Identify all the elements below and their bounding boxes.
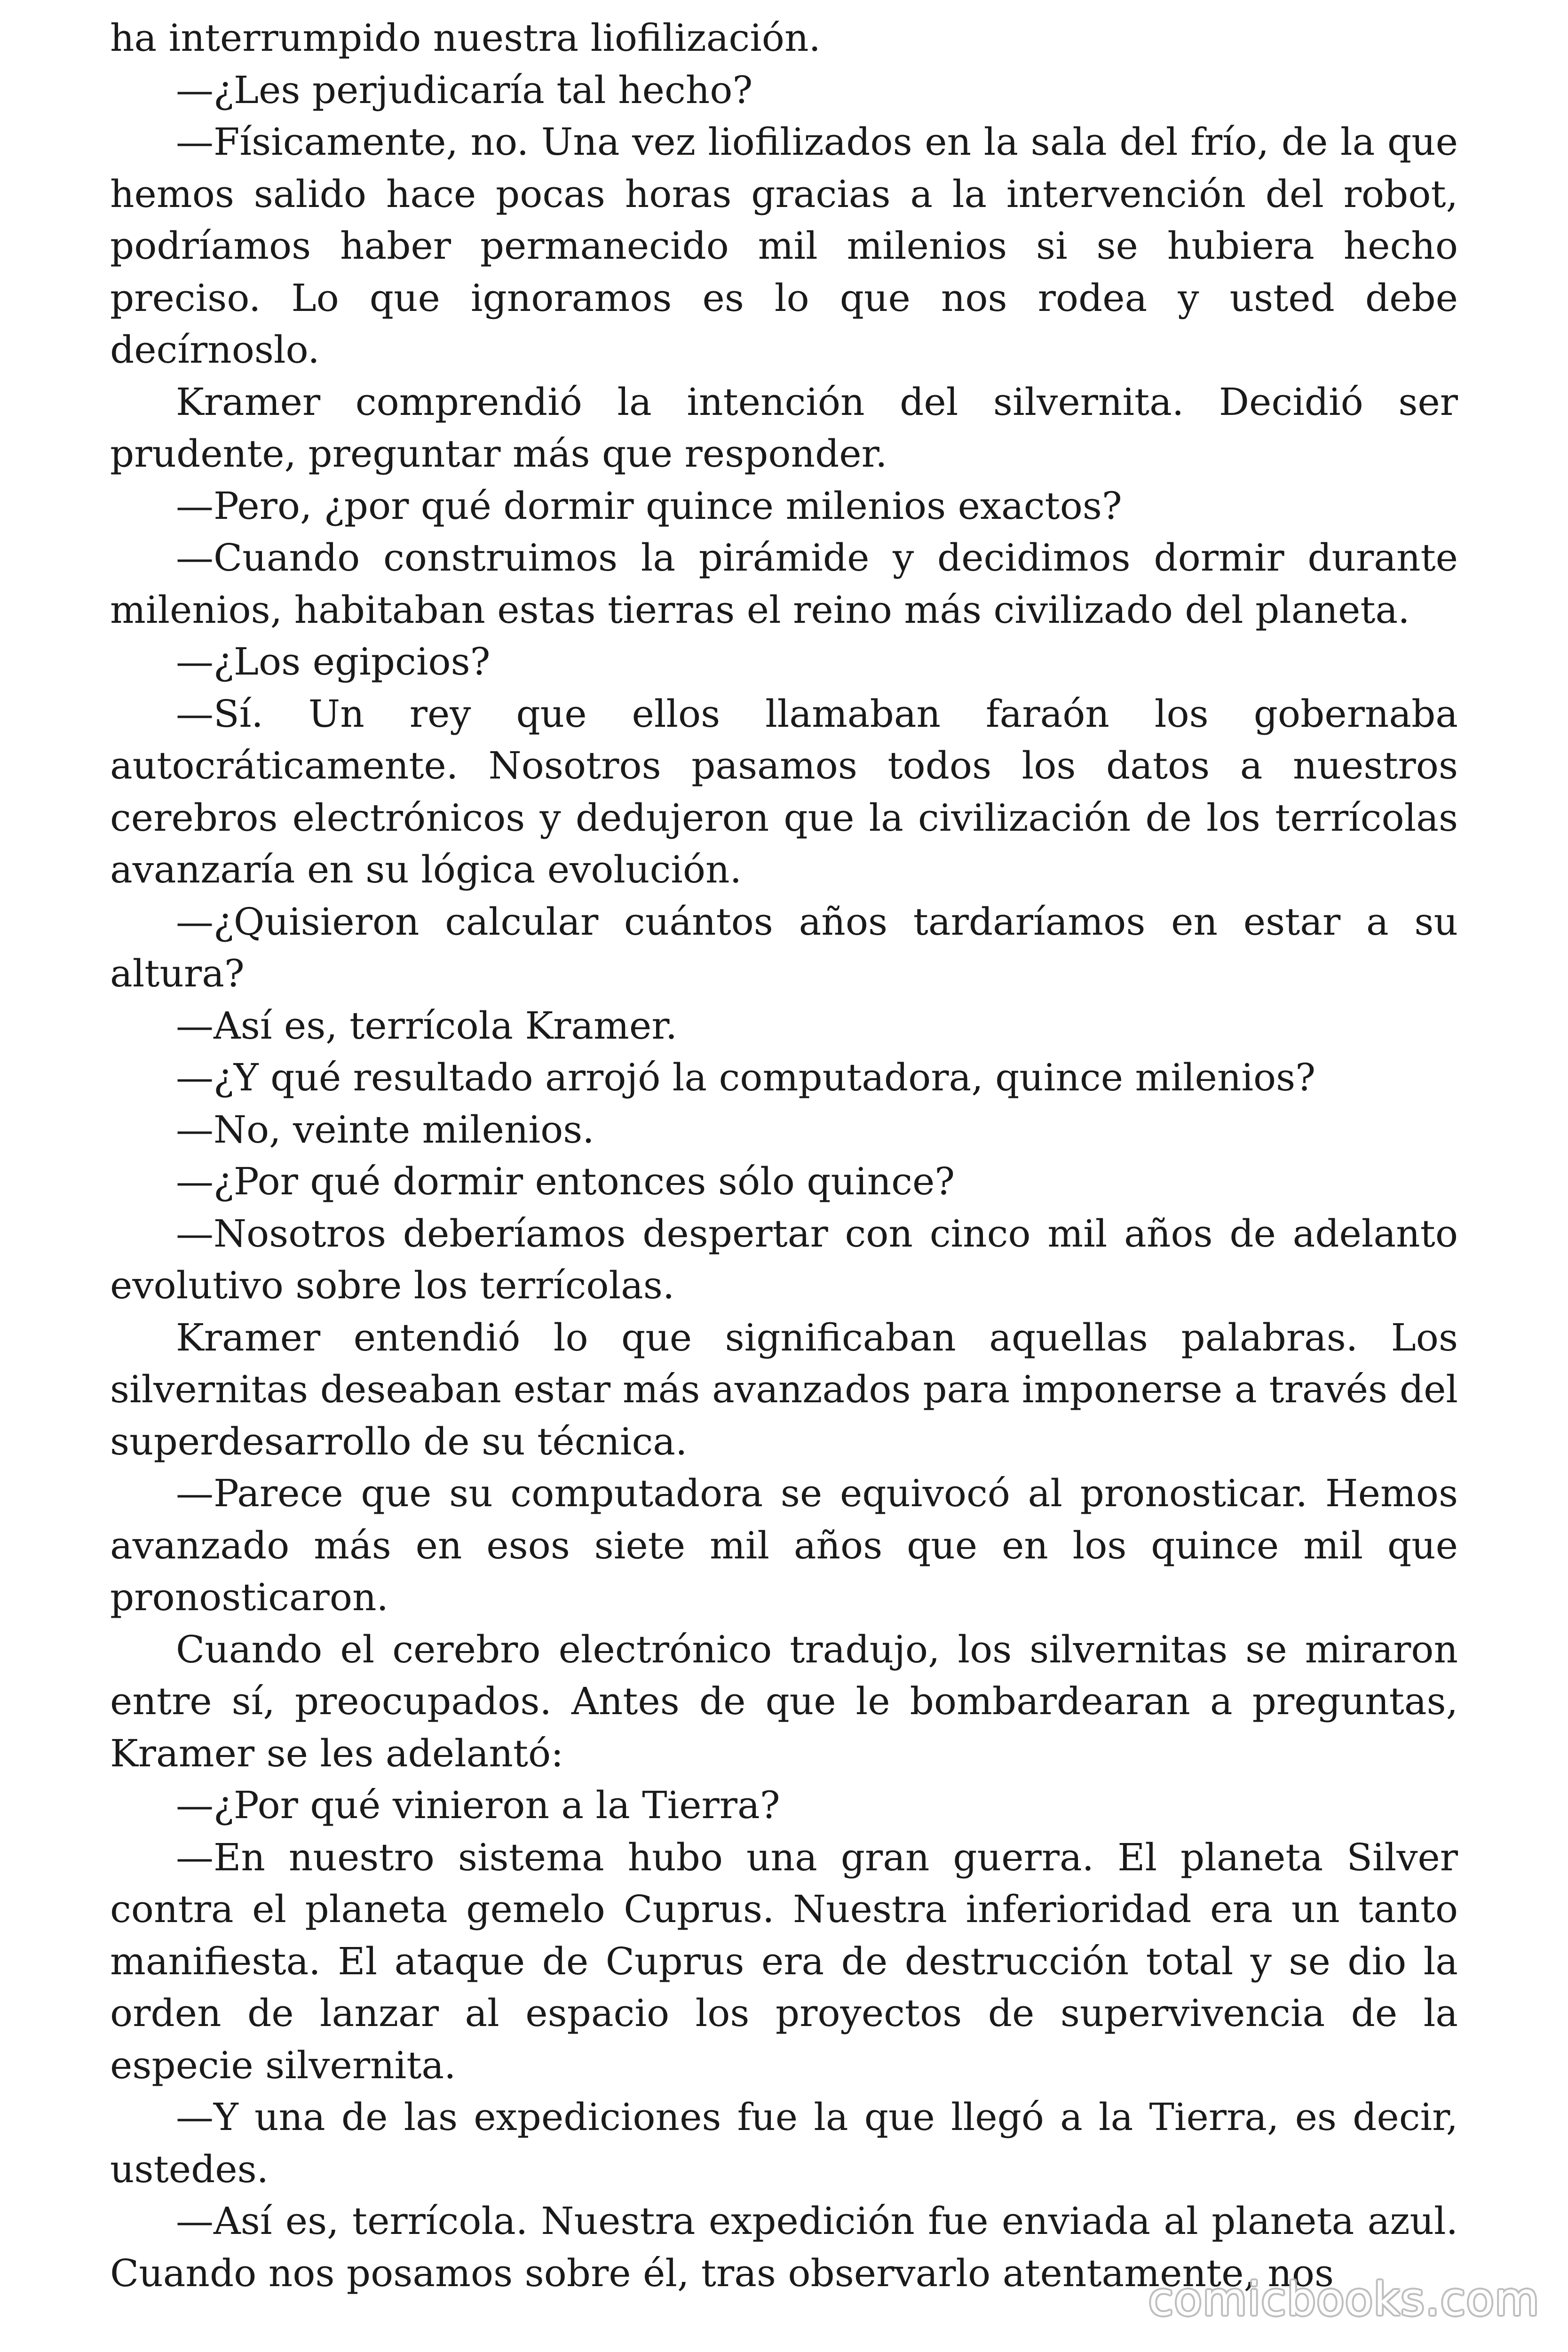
paragraph-3: —Físicamente, no. Una vez liofilizados en la sala del frío, de la que hemos salido hace pocas horas gracias a la intervención del robot, podríamos haber permanecido mil milenios si se hubiera hecho preciso. Lo que ignoramos es lo que nos rodea y usted debe decírnoslo.: [110, 120, 1458, 372]
paragraph-14: —Nosotros deberíamos despertar con cinco mil años de adelanto evolutivo sobre los terrícolas.: [110, 1211, 1458, 1307]
paragraph-5: —Pero, ¿por qué dormir quince milenios exactos?: [176, 484, 1122, 528]
paragraph-8: —Sí. Un rey que ellos llamaban faraón los gobernaba autocráticamente. Nosotros pasamos todos los datos a nuestros cerebros electrónicos y dedujeron que la civilización de los terrícolas avanzaría en su lógica evolución.: [110, 691, 1458, 891]
paragraph-13: —¿Por qué dormir entonces sólo quince?: [176, 1160, 955, 1203]
paragraph-6: —Cuando construimos la pirámide y decidimos dormir durante milenios, habitaban estas tierras el reino más civilizado del planeta.: [110, 536, 1458, 632]
paragraph-2: —¿Les perjudicaría tal hecho?: [176, 68, 753, 112]
paragraph-11: —¿Y qué resultado arrojó la computadora, quince milenios?: [176, 1056, 1316, 1099]
watermark-logo: comicbooks.com: [1148, 2273, 1540, 2326]
paragraph-10: —Así es, terrícola Kramer.: [176, 1003, 678, 1048]
paragraph-4: Kramer comprendió la intención del silvernita. Decidió ser prudente, preguntar más que responder.: [110, 380, 1458, 476]
paragraph-7: —¿Los egipcios?: [176, 640, 491, 683]
page-text: [110, 12, 1458, 2317]
paragraph-9: —¿Quisieron calcular cuántos años tardaríamos en estar a su altura?: [110, 899, 1458, 995]
paragraph-15: Kramer entendió lo que significaban aquellas palabras. Los silvernitas deseaban estar más avanzados para imponerse a través del superdesarrollo de su técnica.: [110, 1315, 1458, 1463]
paragraph-12: —No, veinte milenios.: [176, 1107, 594, 1152]
paragraph-20: —Y una de las expediciones fue la que llegó a la Tierra, es decir, ustedes.: [110, 2095, 1458, 2191]
paragraph-17: Cuando el cerebro electrónico tradujo, los silvernitas se miraron entre sí, preocupados. Antes de que le bombardearan a preguntas, Kramer se les adelantó:: [110, 1627, 1458, 1775]
paragraph-16: —Parece que su computadora se equivocó al pronosticar. Hemos avanzado más en esos siete mil años que en los quince mil que pronosticaron.: [110, 1471, 1458, 1619]
paragraph-1: ha interrumpido nuestra liofilización.: [110, 16, 821, 60]
paragraph-21: —Así es, terrícola. Nuestra expedición fue enviada al planeta azul. Cuando nos posamos sobre él, tras observarlo atentamente, nos: [110, 2199, 1458, 2295]
paragraph-18: —¿Por qué vinieron a la Tierra?: [176, 1783, 780, 1827]
paragraph-19: —En nuestro sistema hubo una gran guerra. El planeta Silver contra el planeta gemelo Cuprus. Nuestra inferioridad era un tanto manifiesta. El ataque de Cuprus era de destrucción total y se dio la orden de lanzar al espacio los proyectos de supervivencia de la especie silvernita.: [110, 1835, 1458, 2087]
